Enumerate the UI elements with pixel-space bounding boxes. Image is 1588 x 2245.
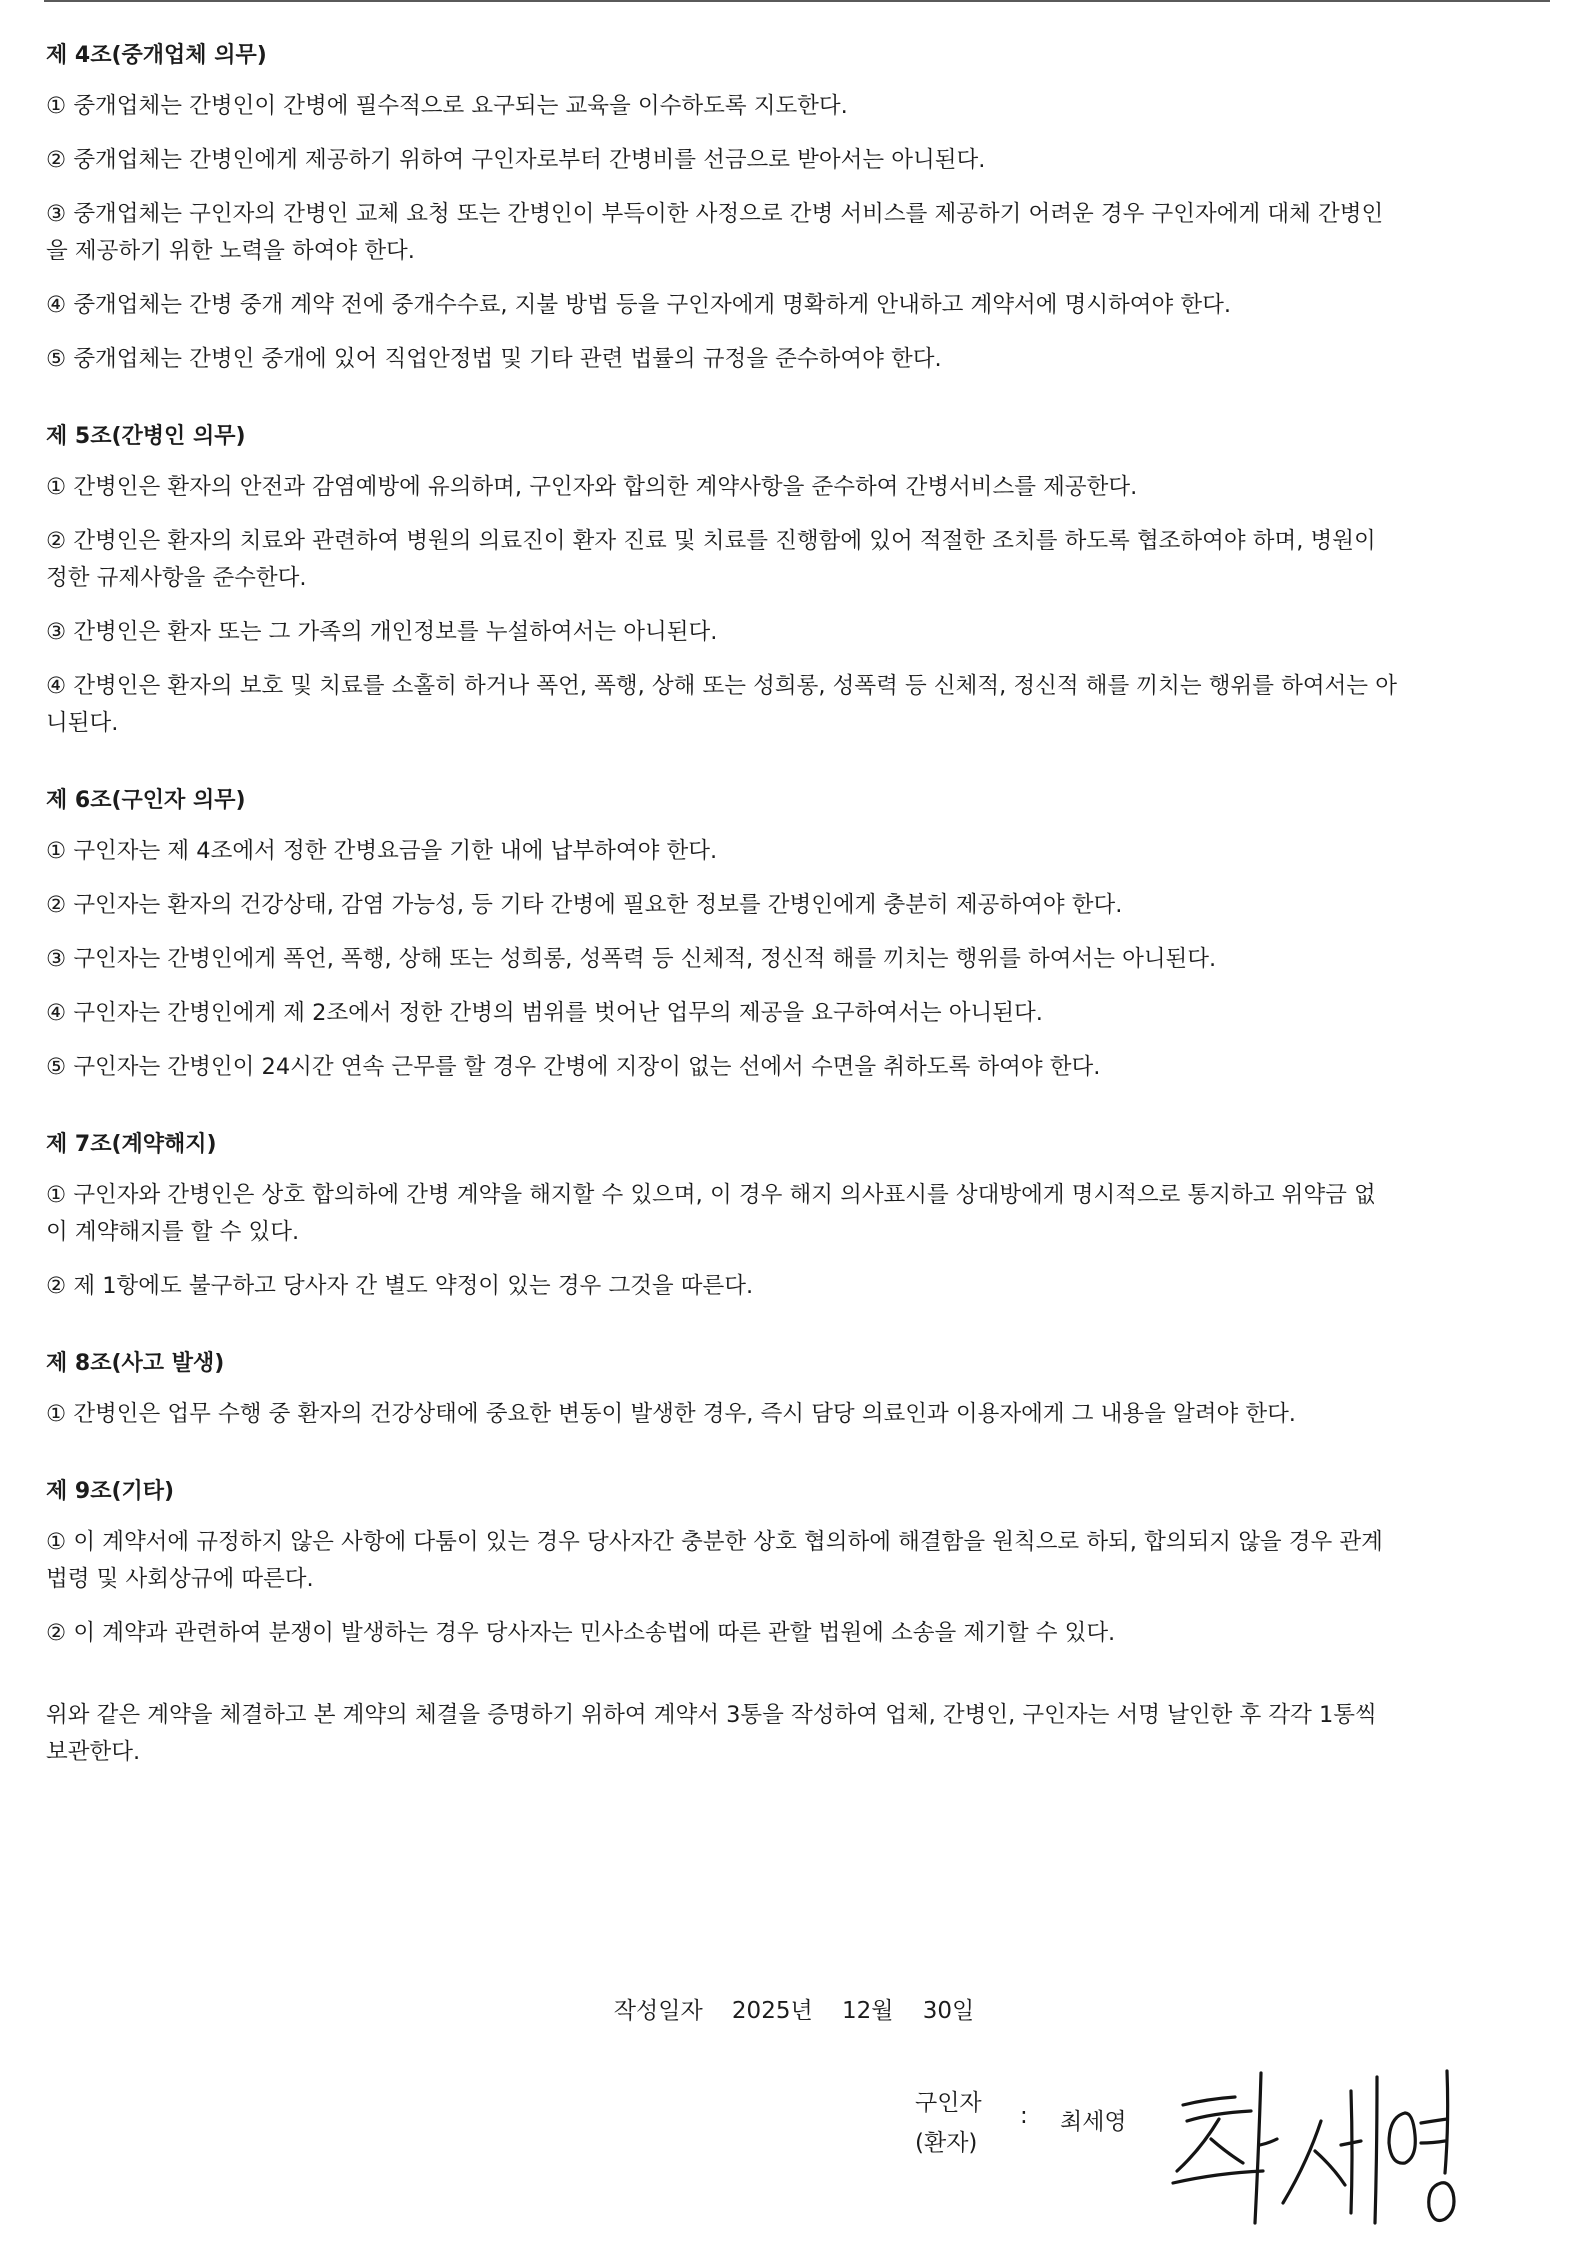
- article-8: [46, 1348, 1546, 1433]
- signer-name: 최세영: [1060, 2109, 1127, 2135]
- signer-colon: :: [1020, 2103, 1028, 2129]
- clause: ① 간병인은 업무 수행 중 환자의 건강상태에 중요한 변동이 발생한 경우, 즉시 담당 의료인과 이용자에게 그 내용을 알려야 한다.: [46, 1401, 1296, 1427]
- handwritten-signature: [1165, 2053, 1505, 2233]
- date-month: 12월: [841, 1998, 894, 2024]
- article-title: 제 4조(중개업체 의무): [46, 43, 267, 68]
- article-title: 제 6조(구인자 의무): [46, 788, 246, 813]
- date-year: 2025년: [731, 1998, 813, 2024]
- clause: ④ 구인자는 간병인에게 제 2조에서 정한 간병의 범위를 벗어난 업무의 제공을 요구하여서는 아니된다.: [46, 1000, 1043, 1026]
- clause: ⑤ 구인자는 간병인이 24시간 연속 근무를 할 경우 간병에 지장이 없는 선에서 수면을 취하도록 하여야 한다.: [46, 1054, 1101, 1080]
- clause: ② 구인자는 환자의 건강상태, 감염 가능성, 등 기타 간병에 필요한 정보를 간병인에게 충분히 제공하여야 한다.: [46, 892, 1123, 918]
- date-label: 작성일자: [613, 1998, 703, 2024]
- clause: ① 구인자와 간병인은 상호 합의하에 간병 계약을 해지할 수 있으며, 이 경우 해지 의사표시를 상대방에게 명시적으로 통지하고 위약금 없 이 계약해지를 할 수 있다.: [46, 1182, 1376, 1245]
- article-4: [46, 40, 1546, 378]
- clause: ④ 중개업체는 간병 중개 계약 전에 중개수수료, 지불 방법 등을 구인자에게 명확하게 안내하고 계약서에 명시하여야 한다.: [46, 292, 1232, 318]
- clause: ② 간병인은 환자의 치료와 관련하여 병원의 의료진이 환자 진료 및 치료를 진행함에 있어 적절한 조치를 하도록 협조하여야 하며, 병원이 정한 규제사항을 준수한다.: [46, 528, 1376, 591]
- clause: ③ 구인자는 간병인에게 폭언, 폭행, 상해 또는 성희롱, 성폭력 등 신체적, 정신적 해를 끼치는 행위를 하여서는 아니된다.: [46, 946, 1217, 972]
- clause: ① 이 계약서에 규정하지 않은 사항에 다툼이 있는 경우 당사자간 충분한 상호 협의하에 해결함을 원칙으로 하되, 합의되지 않을 경우 관계 법령 및 사회상규에 따른다.: [46, 1529, 1383, 1592]
- clause: ② 이 계약과 관련하여 분쟁이 발생하는 경우 당사자는 민사소송법에 따른 관할 법원에 소송을 제기할 수 있다.: [46, 1620, 1116, 1646]
- clause: ① 중개업체는 간병인이 간병에 필수적으로 요구되는 교육을 이수하도록 지도한다.: [46, 93, 848, 119]
- article-6: [46, 785, 1546, 1086]
- contract-body: [46, 40, 1546, 1771]
- date-day: 30일: [922, 1998, 975, 2024]
- article-9: [46, 1476, 1546, 1652]
- clause: ① 구인자는 제 4조에서 정한 간병요금을 기한 내에 납부하여야 한다.: [46, 838, 718, 864]
- signature-block: [915, 2083, 1555, 2233]
- signer-role-line2: (환자): [915, 2130, 978, 2156]
- article-title: 제 9조(기타): [46, 1479, 175, 1504]
- closing-statement: 위와 같은 계약을 체결하고 본 계약의 체결을 증명하기 위하여 계약서 3통을 작성하여 업체, 간병인, 구인자는 서명 날인한 후 각각 1통씩 보관한다.: [46, 1702, 1377, 1765]
- clause: ② 중개업체는 간병인에게 제공하기 위하여 구인자로부터 간병비를 선금으로 받아서는 아니된다.: [46, 147, 986, 173]
- top-divider: [44, 0, 1550, 2]
- clause: ④ 간병인은 환자의 보호 및 치료를 소홀히 하거나 폭언, 폭행, 상해 또는 성희롱, 성폭력 등 신체적, 정신적 해를 끼치는 행위를 하여서는 아 니된다.: [46, 673, 1397, 736]
- clause: ③ 간병인은 환자 또는 그 가족의 개인정보를 누설하여서는 아니된다.: [46, 619, 718, 645]
- clause: ③ 중개업체는 구인자의 간병인 교체 요청 또는 간병인이 부득이한 사정으로 간병 서비스를 제공하기 어려운 경우 구인자에게 대체 간병인 을 제공하기 위한 노력을 하여야 한다.: [46, 201, 1384, 264]
- clause: ② 제 1항에도 불구하고 당사자 간 별도 약정이 있는 경우 그것을 따른다.: [46, 1273, 754, 1299]
- clause: ① 간병인은 환자의 안전과 감염예방에 유의하며, 구인자와 합의한 계약사항을 준수하여 간병서비스를 제공한다.: [46, 474, 1138, 500]
- article-5: [46, 421, 1546, 742]
- article-title: 제 5조(간병인 의무): [46, 424, 246, 449]
- written-date: [0, 1995, 1588, 2027]
- signer-role: [915, 2083, 1025, 2163]
- signer-role-line1: 구인자: [915, 2090, 982, 2116]
- article-title: 제 7조(계약해지): [46, 1132, 217, 1157]
- article-7: [46, 1129, 1546, 1305]
- article-title: 제 8조(사고 발생): [46, 1351, 225, 1376]
- clause: ⑤ 중개업체는 간병인 중개에 있어 직업안정법 및 기타 관련 법률의 규정을 준수하여야 한다.: [46, 346, 942, 372]
